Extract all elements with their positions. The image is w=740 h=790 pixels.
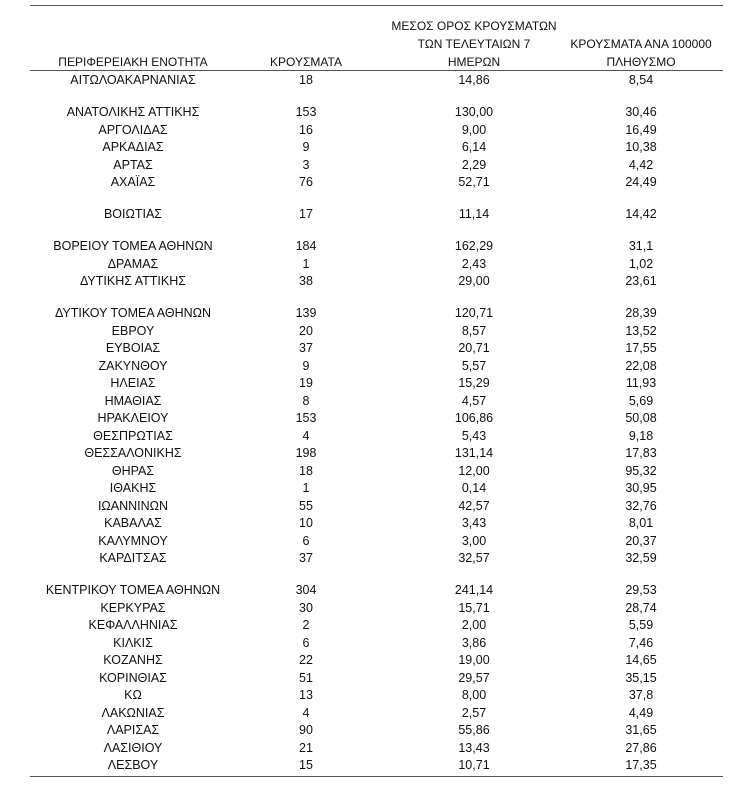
region-cell: ΕΒΡΟΥ (111, 323, 155, 338)
cases-cell: 1 (302, 256, 310, 271)
avg7-cell: 13,43 (458, 740, 490, 755)
cases-cell: 22 (299, 653, 313, 667)
cases-cell: 90 (299, 723, 313, 737)
region-cell: ΚΟΖΑΝΗΣ (103, 653, 163, 667)
region-cell: ΕΥΒΟΙΑΣ (105, 341, 161, 355)
per100k-cell: 17,35 (625, 758, 657, 772)
region-cell: ΖΑΚΥΝΘΟΥ (98, 358, 168, 373)
per100k-cell: 14,42 (625, 207, 657, 221)
cases-cell: 4 (302, 428, 310, 443)
per100k-cell: 28,39 (625, 306, 657, 320)
cases-cell: 17 (299, 207, 313, 221)
per100k-cell: 1,02 (628, 256, 654, 271)
avg7-cell: 32,57 (458, 551, 490, 565)
avg7-cell: 5,43 (461, 428, 487, 443)
cases-cell: 51 (299, 670, 313, 685)
per100k-cell: 31,65 (625, 723, 657, 737)
region-cell: ΘΕΣΠΡΩΤΙΑΣ (93, 428, 173, 443)
per100k-cell: 4,42 (628, 157, 654, 172)
header-rule (30, 70, 723, 71)
region-cell: ΚΑΒΑΛΑΣ (104, 516, 162, 530)
region-cell: ΚΟΡΙΝΘΙΑΣ (99, 670, 167, 685)
cases-cell: 153 (295, 411, 317, 425)
avg7-cell: 2,29 (461, 157, 487, 172)
cases-cell: 18 (299, 73, 313, 87)
cases-cell: 184 (295, 239, 317, 253)
per100k-cell: 13,52 (625, 323, 657, 338)
cases-cell: 3 (302, 157, 310, 172)
cases-cell: 30 (299, 600, 313, 615)
region-cell: ΔΥΤΙΚΗΣ ΑΤΤΙΚΗΣ (80, 274, 186, 288)
avg7-cell: 106,86 (454, 411, 494, 425)
avg7-cell: 20,71 (458, 341, 490, 355)
cases-cell: 9 (302, 358, 310, 373)
per100k-cell: 37,8 (628, 688, 654, 702)
region-cell: ΚΕΦΑΛΛΗΝΙΑΣ (88, 618, 178, 632)
region-cell: ΒΟΙΩΤΙΑΣ (103, 207, 163, 221)
avg7-cell: 3,00 (461, 533, 487, 548)
cases-cell: 37 (299, 341, 313, 355)
cases-cell: 198 (295, 446, 317, 460)
per100k-cell: 32,76 (625, 498, 657, 513)
region-cell: ΗΜΑΘΙΑΣ (104, 393, 162, 408)
region-cell: ΗΡΑΚΛΕΙΟΥ (97, 411, 169, 425)
per100k-cell: 32,59 (625, 551, 657, 565)
per100k-cell: 4,49 (628, 705, 654, 720)
per100k-cell: 8,01 (628, 516, 654, 530)
cases-cell: 2 (302, 618, 310, 632)
per100k-cell: 22,08 (625, 358, 657, 373)
avg7-cell: 14,86 (458, 73, 490, 87)
cases-cell: 55 (299, 498, 313, 513)
avg7-cell: 8,57 (461, 323, 487, 338)
avg7-cell: 19,00 (458, 653, 490, 667)
avg7-cell: 15,71 (458, 600, 490, 615)
cases-cell: 13 (299, 688, 313, 702)
cases-cell: 153 (295, 105, 317, 119)
avg7-cell: 2,43 (461, 256, 487, 271)
cases-cell: 1 (302, 481, 310, 495)
per100k-cell: 10,38 (625, 140, 657, 154)
per100k-cell: 8,54 (628, 73, 654, 87)
per100k-cell: 28,74 (625, 600, 657, 615)
cases-cell: 18 (299, 463, 313, 478)
per100k-cell: 30,46 (625, 105, 657, 119)
per100k-header-line-1: ΚΡΟΥΣΜΑΤΑ ΑΝΑ 100000 (570, 37, 712, 51)
per100k-cell: 23,61 (625, 274, 657, 288)
region-cell: ΘΕΣΣΑΛΟΝΙΚΗΣ (84, 446, 182, 460)
region-cell: ΛΑΡΙΣΑΣ (106, 723, 160, 737)
region-cell: ΚΙΛΚΙΣ (113, 635, 153, 650)
cases-cell: 6 (302, 533, 310, 548)
region-cell: ΑΡΚΑΔΙΑΣ (102, 140, 164, 154)
avg7-cell: 5,57 (461, 358, 487, 373)
cases-cell: 20 (299, 323, 313, 338)
per100k-cell: 17,83 (625, 446, 657, 460)
region-cell: ΙΩΑΝΝΙΝΩΝ (97, 498, 169, 513)
region-cell: ΚΑΡΔΙΤΣΑΣ (99, 551, 167, 565)
avg7-cell: 12,00 (458, 463, 490, 478)
avg7-cell: 42,57 (458, 498, 490, 513)
top-rule (30, 5, 723, 6)
region-cell: ΒΟΡΕΙΟΥ ΤΟΜΕΑ ΑΘΗΝΩΝ (53, 239, 213, 253)
region-cell: ΛΑΣΙΘΙΟΥ (103, 740, 163, 755)
avg7-cell: 9,00 (461, 122, 487, 137)
cases-cell: 4 (302, 705, 310, 720)
per100k-header-line-2: ΠΛΗΘΥΣΜΟ (606, 55, 676, 69)
per100k-cell: 14,65 (625, 653, 657, 667)
avg7-cell: 55,86 (458, 723, 490, 737)
region-cell: ΗΛΕΙΑΣ (110, 376, 156, 390)
cases-cell: 37 (299, 551, 313, 565)
avg7-cell: 2,00 (461, 618, 487, 632)
avg7-cell: 10,71 (458, 758, 490, 772)
per100k-cell: 20,37 (625, 533, 657, 548)
avg7-cell: 120,71 (454, 306, 494, 320)
per100k-cell: 9,18 (628, 428, 654, 443)
region-cell: ΛΑΚΩΝΙΑΣ (101, 705, 165, 720)
cases-cell: 38 (299, 274, 313, 288)
cases-cell: 10 (299, 516, 313, 530)
cases-cell: 16 (299, 122, 313, 137)
avg7-cell: 15,29 (458, 376, 490, 390)
region-cell: ΚΕΡΚΥΡΑΣ (100, 600, 166, 615)
region-cell: ΔΥΤΙΚΟΥ ΤΟΜΕΑ ΑΘΗΝΩΝ (54, 306, 212, 320)
cases-cell: 76 (299, 175, 313, 189)
per100k-cell: 50,08 (625, 411, 657, 425)
per100k-cell: 27,86 (625, 740, 657, 755)
per100k-cell: 5,59 (628, 618, 654, 632)
cases-cell: 139 (295, 306, 317, 320)
region-cell: ΙΘΑΚΗΣ (109, 481, 157, 495)
region-cell: ΛΕΣΒΟΥ (107, 758, 159, 772)
avg7-cell: 8,00 (461, 688, 487, 702)
region-cell: ΑΡΓΟΛΙΔΑΣ (98, 122, 168, 137)
per100k-cell: 17,55 (625, 341, 657, 355)
bottom-rule (30, 776, 723, 777)
avg7-header-line-2: ΤΩΝ ΤΕΛΕΥΤΑΙΩΝ 7 (417, 37, 531, 51)
avg7-cell: 11,14 (458, 207, 490, 221)
avg7-cell: 29,57 (458, 670, 490, 685)
cases-cell: 8 (302, 393, 310, 408)
avg7-cell: 0,14 (461, 481, 487, 495)
avg7-cell: 3,86 (461, 635, 487, 650)
per100k-cell: 31,1 (628, 239, 654, 253)
cases-cell: 6 (302, 635, 310, 650)
avg7-header-line-1: ΜΕΣΟΣ ΟΡΟΣ ΚΡΟΥΣΜΑΤΩΝ (391, 19, 557, 33)
per100k-cell: 16,49 (625, 122, 657, 137)
cases-cell: 9 (302, 140, 310, 154)
region-cell: ΚΩ (124, 688, 142, 702)
per100k-cell: 35,15 (625, 670, 657, 685)
per100k-cell: 7,46 (628, 635, 654, 650)
region-header: ΠΕΡΙΦΕΡΕΙΑΚΗ ΕΝΟΤΗΤΑ (58, 55, 208, 69)
region-cell: ΑΧΑΪΑΣ (110, 175, 156, 189)
per100k-cell: 5,69 (628, 393, 654, 408)
avg7-cell: 6,14 (461, 140, 487, 154)
region-cell: ΚΑΛΥΜΝΟΥ (98, 533, 168, 548)
region-cell: ΑΝΑΤΟΛΙΚΗΣ ΑΤΤΙΚΗΣ (66, 105, 200, 119)
region-cell: ΑΡΤΑΣ (113, 157, 153, 172)
cases-cell: 15 (299, 758, 313, 772)
avg7-cell: 3,43 (461, 516, 487, 530)
per100k-cell: 30,95 (625, 481, 657, 495)
region-cell: ΑΙΤΩΛΟΑΚΑΡΝΑΝΙΑΣ (70, 73, 196, 87)
avg7-header-line-3: ΗΜΕΡΩΝ (447, 55, 501, 69)
avg7-cell: 52,71 (458, 175, 490, 189)
region-cell: ΘΗΡΑΣ (111, 463, 155, 478)
avg7-cell: 162,29 (454, 239, 494, 253)
avg7-cell: 130,00 (454, 105, 494, 119)
avg7-cell: 29,00 (458, 274, 490, 288)
cases-header: ΚΡΟΥΣΜΑΤΑ (270, 55, 342, 69)
avg7-cell: 4,57 (461, 393, 487, 408)
region-cell: ΚΕΝΤΡΙΚΟΥ ΤΟΜΕΑ ΑΘΗΝΩΝ (45, 583, 221, 597)
cases-cell: 19 (299, 376, 313, 390)
per100k-cell: 11,93 (625, 376, 657, 390)
per100k-cell: 29,53 (625, 583, 657, 597)
region-cell: ΔΡΑΜΑΣ (107, 256, 159, 271)
avg7-cell: 241,14 (454, 583, 494, 597)
avg7-cell: 2,57 (461, 705, 487, 720)
avg7-cell: 131,14 (454, 446, 494, 460)
cases-cell: 304 (295, 583, 317, 597)
per100k-cell: 24,49 (625, 175, 657, 189)
per100k-cell: 95,32 (625, 463, 657, 478)
cases-cell: 21 (299, 740, 313, 755)
